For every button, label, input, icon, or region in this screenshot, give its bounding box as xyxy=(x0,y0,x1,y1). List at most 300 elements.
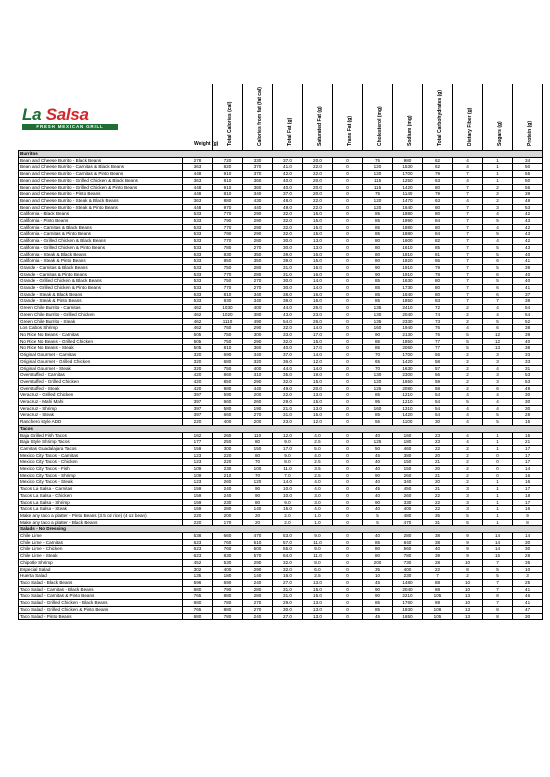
value-cell: 76 xyxy=(423,325,453,332)
value-cell: 0 xyxy=(333,539,363,546)
value-cell: 200 xyxy=(363,559,393,566)
value-cell: 448 xyxy=(183,204,213,211)
item-name-cell: Chile Lime xyxy=(19,533,183,540)
value-cell: 39 xyxy=(513,331,543,338)
item-name-cell: Taco Salad - Pinto Beans xyxy=(19,613,183,620)
value-cell: 57 xyxy=(423,365,453,372)
value-cell: 23 xyxy=(423,439,453,446)
value-cell: 30.0 xyxy=(273,285,303,292)
value-cell: 533 xyxy=(183,285,213,292)
section-title: Salads - No Dressing xyxy=(19,526,543,533)
value-cell: 14.0 xyxy=(303,278,333,285)
value-cell: 70 xyxy=(243,472,273,479)
value-cell: 28 xyxy=(513,412,543,419)
table-row xyxy=(19,512,543,519)
value-cell: 27.0 xyxy=(273,613,303,620)
value-cell: 1810 xyxy=(393,251,423,258)
value-cell: 48 xyxy=(513,197,543,204)
value-cell: 30 xyxy=(513,399,543,406)
value-cell: 20 xyxy=(423,452,453,459)
value-cell: 0 xyxy=(333,472,363,479)
la-salsa-logo: La Salsa FRESH MEXICAN GRILL xyxy=(22,106,134,132)
value-cell: 38.0 xyxy=(273,298,303,305)
value-cell: 4 xyxy=(453,177,483,184)
value-cell: 70 xyxy=(363,365,393,372)
value-cell: 130 xyxy=(363,372,393,379)
value-cell: 1730 xyxy=(393,285,423,292)
value-cell: 18 xyxy=(513,492,543,499)
value-cell: 5 xyxy=(483,231,513,238)
table-row xyxy=(19,224,543,231)
value-cell: 15.0 xyxy=(303,251,333,258)
value-cell: 11.0 xyxy=(303,553,333,560)
value-cell: 0 xyxy=(483,459,513,466)
value-cell: 40 xyxy=(423,546,453,553)
value-cell: 2 xyxy=(453,365,483,372)
value-cell: 38.0 xyxy=(273,291,303,298)
value-cell: 4 xyxy=(453,412,483,419)
value-cell: 830 xyxy=(213,251,243,258)
value-cell: 15.0 xyxy=(303,211,333,218)
value-cell: 40 xyxy=(513,338,543,345)
value-cell: 7 xyxy=(453,285,483,292)
value-cell: 0 xyxy=(333,285,363,292)
value-cell: 0 xyxy=(333,171,363,178)
item-name-cell: Grande - Steak & Pinto Beans xyxy=(19,298,183,305)
value-cell: 440 xyxy=(243,204,273,211)
value-cell: 448 xyxy=(183,184,213,191)
value-cell: 0 xyxy=(333,318,363,325)
value-cell: 7 xyxy=(483,586,513,593)
value-cell: 17 xyxy=(513,459,543,466)
value-cell: 1250 xyxy=(393,177,423,184)
value-cell: 135 xyxy=(363,318,393,325)
value-cell: 1 xyxy=(483,512,513,519)
value-cell: 0 xyxy=(333,512,363,519)
value-cell: 46 xyxy=(513,593,543,600)
value-cell: 278 xyxy=(183,157,213,164)
table-row xyxy=(19,171,543,178)
value-cell: 5 xyxy=(483,278,513,285)
table-row xyxy=(19,580,543,587)
value-cell: 750 xyxy=(213,338,243,345)
item-name-cell: Grande - Carnitas & Black Beans xyxy=(19,264,183,271)
value-cell: 270 xyxy=(243,600,273,607)
value-cell: 88 xyxy=(423,586,453,593)
value-cell: 980 xyxy=(393,157,423,164)
value-cell: 2 xyxy=(453,305,483,312)
value-cell: 0 xyxy=(333,372,363,379)
value-cell: 5 xyxy=(483,318,513,325)
value-cell: 1 xyxy=(483,492,513,499)
value-cell: 9 xyxy=(513,512,543,519)
value-cell: 38 xyxy=(513,325,543,332)
item-name-cell: Make any taco a platter - Black Beans xyxy=(19,519,183,526)
value-cell: 15.0 xyxy=(303,378,333,385)
value-cell: 90 xyxy=(363,264,393,271)
value-cell: 177 xyxy=(183,439,213,446)
value-cell: 76 xyxy=(423,331,453,338)
value-cell: 790 xyxy=(213,218,243,225)
value-cell: 5 xyxy=(363,519,393,526)
column-header: Cholesterol (mg) xyxy=(377,106,383,146)
value-cell: 2 xyxy=(453,479,483,486)
value-cell: 2 xyxy=(453,385,483,392)
value-cell: 85 xyxy=(363,600,393,607)
value-cell: 115 xyxy=(363,184,393,191)
value-cell: 4 xyxy=(483,365,513,372)
value-cell: 7 xyxy=(453,251,483,258)
value-cell: 530 xyxy=(213,559,243,566)
value-cell: 30 xyxy=(423,419,453,426)
value-cell: 22 xyxy=(423,566,453,573)
value-cell: 1880 xyxy=(393,211,423,218)
value-cell: 397 xyxy=(183,399,213,406)
value-cell: 1530 xyxy=(393,164,423,171)
value-cell: 0 xyxy=(333,278,363,285)
table-row xyxy=(19,204,543,211)
value-cell: 4 xyxy=(453,325,483,332)
value-cell: 280 xyxy=(243,593,273,600)
value-cell: 270 xyxy=(243,244,273,251)
value-cell: 730 xyxy=(393,559,423,566)
value-cell: 15.0 xyxy=(303,224,333,231)
item-name-cell: Tacos La Salsa - Steak xyxy=(19,506,183,513)
table-row xyxy=(19,566,543,573)
value-cell: 20.0 xyxy=(303,157,333,164)
value-cell: 320 xyxy=(183,358,213,365)
value-cell: 3 xyxy=(483,372,513,379)
value-cell: 240 xyxy=(213,492,243,499)
value-cell: 3 xyxy=(453,499,483,506)
value-cell: 1 xyxy=(483,177,513,184)
value-cell: 7 xyxy=(453,258,483,265)
value-cell: 5 xyxy=(483,573,513,580)
value-cell: 452 xyxy=(183,559,213,566)
value-cell: 8 xyxy=(483,613,513,620)
value-cell: 2410 xyxy=(393,305,423,312)
value-cell: 750 xyxy=(213,278,243,285)
value-cell: 40 xyxy=(363,432,393,439)
value-cell: 0 xyxy=(333,264,363,271)
value-cell: 135 xyxy=(363,305,393,312)
value-cell: 760 xyxy=(213,546,243,553)
value-cell: 480 xyxy=(393,512,423,519)
value-cell: 8 xyxy=(483,606,513,613)
value-cell: 3 xyxy=(513,573,543,580)
value-cell: 533 xyxy=(183,244,213,251)
value-cell: 9 xyxy=(453,533,483,540)
value-cell: 770 xyxy=(213,238,243,245)
table-row xyxy=(19,486,543,493)
value-cell: 0 xyxy=(333,486,363,493)
value-cell: 25 xyxy=(513,580,543,587)
item-name-cell: California - Carnitas & Black Beans xyxy=(19,224,183,231)
value-cell: 56 xyxy=(513,184,543,191)
value-cell: 12.0 xyxy=(273,432,303,439)
value-cell: 680 xyxy=(183,613,213,620)
value-cell: 120 xyxy=(363,378,393,385)
value-cell: 52 xyxy=(513,318,543,325)
value-cell: 54 xyxy=(423,405,453,412)
value-cell: 26.0 xyxy=(303,318,333,325)
value-cell: 533 xyxy=(183,271,213,278)
value-cell: 39.0 xyxy=(273,251,303,258)
value-cell: 30 xyxy=(513,546,543,553)
value-cell: 0 xyxy=(333,238,363,245)
value-cell: 310 xyxy=(243,372,273,379)
value-cell: 260 xyxy=(393,472,423,479)
value-cell: 125 xyxy=(363,439,393,446)
value-cell: 330 xyxy=(243,157,273,164)
value-cell: 448 xyxy=(183,171,213,178)
value-cell: 16.0 xyxy=(303,298,333,305)
item-name-cell: Baja Style Shrimp Tacos xyxy=(19,439,183,446)
value-cell: 0 xyxy=(333,325,363,332)
value-cell: 340 xyxy=(243,298,273,305)
table-row xyxy=(19,365,543,372)
value-cell: 35 xyxy=(363,566,393,573)
table-row xyxy=(19,305,543,312)
value-cell: 73 xyxy=(423,318,453,325)
value-cell: 533 xyxy=(183,231,213,238)
value-cell: 7 xyxy=(453,184,483,191)
value-cell: 2 xyxy=(453,445,483,452)
table-row xyxy=(19,318,543,325)
value-cell: 2.0 xyxy=(273,519,303,526)
value-cell: 32.0 xyxy=(273,338,303,345)
value-cell: 159 xyxy=(183,492,213,499)
value-cell: 31.0 xyxy=(273,593,303,600)
table-row xyxy=(19,405,543,412)
value-cell: 505 xyxy=(183,338,213,345)
value-cell: 14.0 xyxy=(303,365,333,372)
value-cell: 4 xyxy=(453,432,483,439)
column-divider xyxy=(362,84,363,150)
value-cell: 1650 xyxy=(393,378,423,385)
value-cell: 680 xyxy=(183,586,213,593)
section-header xyxy=(19,526,543,533)
value-cell: 33 xyxy=(513,358,543,365)
table-row xyxy=(19,372,543,379)
value-cell: 2 xyxy=(453,472,483,479)
table-row xyxy=(19,399,543,406)
value-cell: 120 xyxy=(363,171,393,178)
value-cell: 0 xyxy=(333,412,363,419)
table-row xyxy=(19,419,543,426)
value-cell: 56 xyxy=(423,372,453,379)
value-cell: 40.0 xyxy=(273,184,303,191)
value-cell: 23 xyxy=(423,432,453,439)
table-row xyxy=(19,479,543,486)
value-cell: 0 xyxy=(333,432,363,439)
value-cell: 420 xyxy=(183,385,213,392)
value-cell: 159 xyxy=(183,486,213,493)
item-name-cell: California - Grilled Chicken & Pinto Beans xyxy=(19,244,183,251)
value-cell: 180 xyxy=(213,573,243,580)
value-cell: 280 xyxy=(243,264,273,271)
value-cell: 190 xyxy=(243,405,273,412)
value-cell: 32.0 xyxy=(273,211,303,218)
value-cell: 30.0 xyxy=(273,278,303,285)
value-cell: 49.0 xyxy=(273,204,303,211)
value-cell: 40 xyxy=(363,479,393,486)
value-cell: 17 xyxy=(513,499,543,506)
table-row xyxy=(19,338,543,345)
value-cell: 15.0 xyxy=(303,218,333,225)
table-row xyxy=(19,392,543,399)
item-name-cell: Make any taco a platter - Pinto Beans (3.5 oz rice) (4 oz bean) xyxy=(19,512,183,519)
value-cell: 4 xyxy=(453,392,483,399)
value-cell: 13.0 xyxy=(303,392,333,399)
value-cell: 3 xyxy=(483,358,513,365)
value-cell: 109 xyxy=(183,472,213,479)
value-cell: 270 xyxy=(243,412,273,419)
table-row xyxy=(19,271,543,278)
value-cell: 13 xyxy=(453,606,483,613)
column-header: Total Calories (cal) xyxy=(227,101,233,146)
item-name-cell: Mexico City Tacos - Carnitas xyxy=(19,452,183,459)
value-cell: 17 xyxy=(513,452,543,459)
value-cell: 38 xyxy=(423,533,453,540)
value-cell: 320 xyxy=(183,365,213,372)
value-cell: 44.0 xyxy=(273,305,303,312)
value-cell: 660 xyxy=(213,399,243,406)
value-cell: 32.0 xyxy=(273,559,303,566)
value-cell: 45 xyxy=(363,580,393,587)
value-cell: 17.0 xyxy=(273,445,303,452)
value-cell: 50 xyxy=(513,177,543,184)
value-cell: 80 xyxy=(363,238,393,245)
value-cell: 260 xyxy=(243,399,273,406)
value-cell: 1600 xyxy=(393,238,423,245)
value-cell: 22 xyxy=(423,492,453,499)
value-cell: 14 xyxy=(513,466,543,473)
value-cell: 10 xyxy=(453,559,483,566)
value-cell: 2040 xyxy=(393,311,423,318)
value-cell: 0 xyxy=(333,405,363,412)
value-cell: 10 xyxy=(363,573,393,580)
value-cell: 770 xyxy=(213,285,243,292)
value-cell: 770 xyxy=(213,224,243,231)
value-cell: 36.0 xyxy=(273,358,303,365)
value-cell: 4 xyxy=(483,392,513,399)
value-cell: 81 xyxy=(423,251,453,258)
value-cell: 6 xyxy=(483,285,513,292)
value-cell: 39.0 xyxy=(273,258,303,265)
value-cell: 32.0 xyxy=(273,218,303,225)
value-cell: 5 xyxy=(363,512,393,519)
value-cell: 80 xyxy=(243,499,273,506)
value-cell: 0 xyxy=(333,506,363,513)
column-divider xyxy=(272,84,273,150)
table-row xyxy=(19,311,543,318)
value-cell: 13.0 xyxy=(303,405,333,412)
table-row xyxy=(19,492,543,499)
value-cell: 75 xyxy=(363,191,393,198)
item-name-cell: Original Gourmet - Carnitas xyxy=(19,352,183,359)
value-cell: 35.0 xyxy=(273,372,303,379)
value-cell: 123 xyxy=(183,459,213,466)
value-cell: 6.0 xyxy=(303,566,333,573)
value-cell: 0 xyxy=(333,197,363,204)
value-cell: 0 xyxy=(333,586,363,593)
table-row xyxy=(19,251,543,258)
value-cell: 9.0 xyxy=(273,452,303,459)
value-cell: 0 xyxy=(333,399,363,406)
nutrition-table xyxy=(18,150,543,620)
value-cell: 280 xyxy=(393,533,423,540)
value-cell: 150 xyxy=(243,445,273,452)
value-cell: 130 xyxy=(363,311,393,318)
value-cell: 0 xyxy=(333,553,363,560)
table-row xyxy=(19,191,543,198)
value-cell: 363 xyxy=(183,177,213,184)
table-row xyxy=(19,264,543,271)
value-cell: 45 xyxy=(363,486,393,493)
value-cell: 20 xyxy=(423,466,453,473)
item-name-cell: No Rice No Beans - Grilled Chicken xyxy=(19,338,183,345)
value-cell: 80 xyxy=(363,258,393,265)
value-cell: 0 xyxy=(333,218,363,225)
table-row xyxy=(19,606,543,613)
value-cell: 240 xyxy=(213,486,243,493)
value-cell: 260 xyxy=(213,479,243,486)
value-cell: 0 xyxy=(333,459,363,466)
table-row xyxy=(19,244,543,251)
table-row xyxy=(19,499,543,506)
value-cell: 4.0 xyxy=(303,452,333,459)
value-cell: 4 xyxy=(453,405,483,412)
value-cell: 8.0 xyxy=(303,559,333,566)
table-row xyxy=(19,432,543,439)
item-name-cell: Los Cabos Shrimp xyxy=(19,325,183,332)
item-name-cell: Bean and Cheese Burrito - Grilled Chicken & Black Beans xyxy=(19,177,183,184)
value-cell: 820 xyxy=(213,164,243,171)
value-cell: 79 xyxy=(423,264,453,271)
value-cell: 505 xyxy=(183,331,213,338)
value-cell: 90 xyxy=(363,331,393,338)
value-cell: 1990 xyxy=(393,218,423,225)
table-row xyxy=(19,559,543,566)
value-cell: 720 xyxy=(213,157,243,164)
value-cell: 590 xyxy=(213,392,243,399)
value-cell: 240 xyxy=(243,613,273,620)
value-cell: 810 xyxy=(213,191,243,198)
value-cell: 240 xyxy=(243,580,273,587)
value-cell: 29.0 xyxy=(273,399,303,406)
value-cell: 22.0 xyxy=(303,171,333,178)
value-cell: 10 xyxy=(453,600,483,607)
value-cell: 397 xyxy=(183,405,213,412)
value-cell: 290 xyxy=(243,338,273,345)
value-cell: 15.0 xyxy=(303,593,333,600)
value-cell: 300 xyxy=(213,445,243,452)
value-cell: 80 xyxy=(363,553,393,560)
value-cell: 82 xyxy=(423,238,453,245)
value-cell: 0 xyxy=(333,251,363,258)
item-name-cell: Tacos La Salsa - Carnitas xyxy=(19,486,183,493)
value-cell: 85 xyxy=(363,338,393,345)
value-cell: 0 xyxy=(333,606,363,613)
item-name-cell: Bean and Cheese Burrito - Carnitas & Pinto Beans xyxy=(19,171,183,178)
value-cell: 14 xyxy=(483,533,513,540)
value-cell: 4 xyxy=(453,439,483,446)
value-cell: 40 xyxy=(363,533,393,540)
value-cell: 290 xyxy=(243,231,273,238)
value-cell: 7 xyxy=(453,171,483,178)
table-row xyxy=(19,600,543,607)
